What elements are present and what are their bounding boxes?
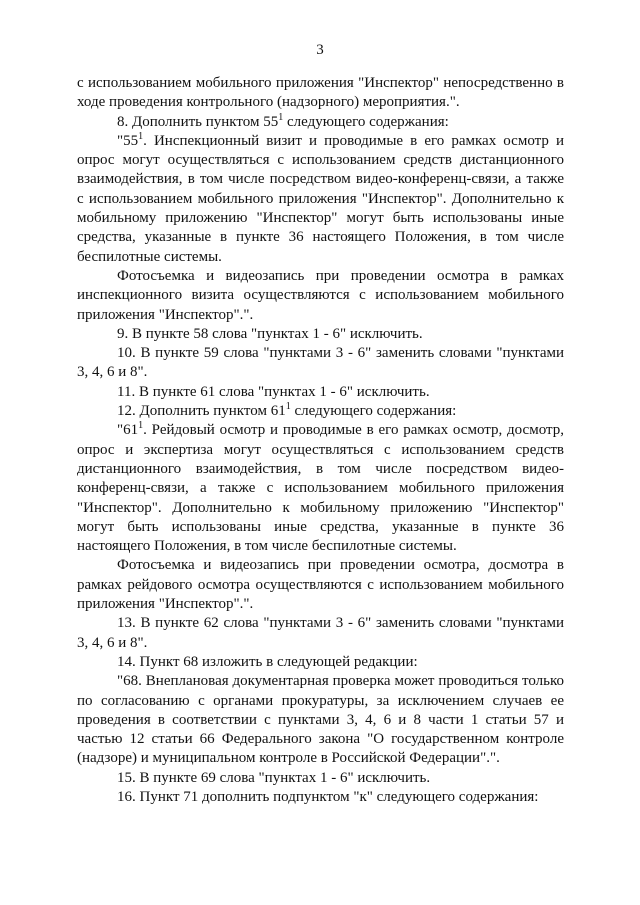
page-number: 3	[316, 42, 324, 58]
superscript: 1	[278, 111, 284, 123]
paragraph-text: 10. В пункте 59 слова "пунктами 3 - 6" заменить словами "пунктами 3, 4, 6 и 8".	[77, 345, 564, 381]
paragraph	[77, 556, 564, 614]
paragraph-text: Фотосъемка и видеозапись при проведении осмотра в рамках инспекционного визита осуществляются с использованием мобильного приложения "Инспектор".".	[77, 267, 564, 323]
paragraph	[77, 614, 564, 653]
paragraph	[77, 267, 564, 325]
paragraph-text: "68. Внеплановая документарная проверка может проводиться только по согласованию с органами прокуратуры, за исключением случаев ее проведения в соответствии с пунктами 3, 4, 6 и 8 части 1 статьи 57 и частью 12 статьи 66 Федерального закона "О государственном контроле (надзоре) и муниципальном контроле в Российской Федерации".".	[77, 673, 564, 767]
paragraph	[77, 402, 564, 421]
paragraph	[77, 383, 564, 402]
document-body	[77, 74, 564, 807]
paragraph-text-continued: следующего содержания:	[283, 113, 449, 130]
paragraph	[77, 769, 564, 788]
superscript: 1	[285, 401, 291, 413]
paragraph	[77, 344, 564, 383]
paragraph-text: 13. В пункте 62 слова "пунктами 3 - 6" заменить словами "пунктами 3, 4, 6 и 8".	[77, 615, 564, 651]
paragraph-text-continued: следующего содержания:	[290, 403, 457, 420]
paragraph	[77, 132, 564, 267]
paragraph	[77, 653, 564, 672]
paragraph-text: "61	[117, 422, 139, 439]
paragraph	[77, 421, 564, 556]
paragraph	[77, 325, 564, 344]
superscript: 1	[138, 420, 144, 432]
paragraph-text: 16. Пункт 71 дополнить подпунктом "к" следующего содержания:	[117, 788, 539, 805]
paragraph-text-continued: . Рейдовый осмотр и проводимые в его рамках осмотр, досмотр, опрос и экспертиза могут осуществляться с использованием средств дистанционного взаимодействия, в том числе посредством видео-конференц-связи, а также с использованием мобильного приложения "Инспектор". Дополнительно к мобильному приложению "Инспектор" могут быть использованы иные средства, указанные в пункте 36 настоящего Положения, в том числе беспилотные системы.	[77, 422, 564, 555]
paragraph-text: 8. Дополнить пунктом 55	[117, 113, 279, 130]
paragraph-text: "55	[117, 132, 139, 149]
paragraph-text: с использованием мобильного приложения "Инспектор" непосредственно в ходе проведения контрольного (надзорного) мероприятия.".	[77, 75, 564, 111]
paragraph	[77, 788, 564, 807]
paragraph-text: 14. Пункт 68 изложить в следующей редакции:	[117, 653, 418, 670]
paragraph-text: 9. В пункте 58 слова "пунктах 1 - 6" исключить.	[117, 325, 423, 342]
paragraph-text: 15. В пункте 69 слова "пунктах 1 - 6" исключить.	[117, 769, 431, 786]
paragraph	[77, 74, 564, 113]
paragraph-text: 11. В пункте 61 слова "пунктах 1 - 6" исключить.	[117, 383, 430, 400]
paragraph-text-continued: . Инспекционный визит и проводимые в его рамках осмотр и опрос могут осуществляться с использованием средств дистанционного взаимодействия, в том числе посредством видео-конференц-связи, а также с использованием мобильного приложения "Инспектор". Дополнительно к мобильному приложению "Инспектор" могут быть использованы иные средства, указанные в пункте 36 настоящего Положения, в том числе беспилотные системы.	[77, 132, 564, 265]
paragraph	[77, 672, 564, 768]
paragraph	[77, 113, 564, 132]
paragraph-text: 12. Дополнить пунктом 61	[117, 403, 286, 420]
paragraph-text: Фотосъемка и видеозапись при проведении осмотра, досмотра в рамках рейдового осмотра осуществляются с использованием мобильного приложения "Инспектор".".	[77, 557, 564, 613]
superscript: 1	[138, 130, 144, 142]
